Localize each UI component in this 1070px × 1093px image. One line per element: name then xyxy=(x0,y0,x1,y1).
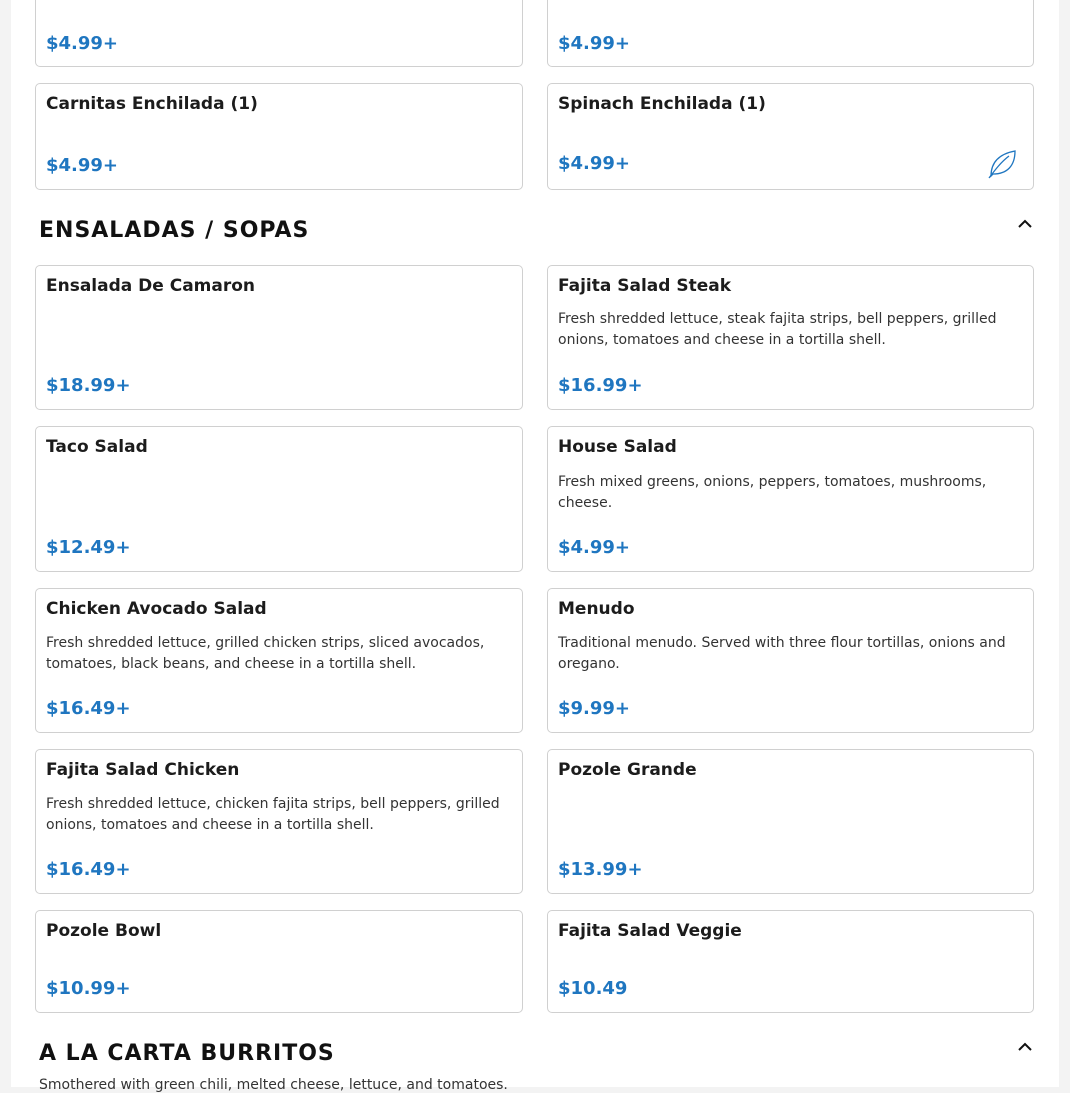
item-price: $9.99+ xyxy=(558,698,631,719)
menu-item-card[interactable] xyxy=(35,910,523,1013)
menu-item-card[interactable] xyxy=(35,588,523,733)
item-price: $16.49+ xyxy=(46,859,131,880)
item-name: Fajita Salad Steak xyxy=(558,276,732,296)
item-description: Fresh shredded lettuce, steak fajita strips, bell peppers, grilled onions, tomatoes and cheese in a tortilla shell. xyxy=(558,311,997,348)
section-title-burritos: A LA CARTA BURRITOS xyxy=(39,1041,335,1066)
menu-item-card[interactable] xyxy=(35,265,523,410)
item-name: Spinach Enchilada (1) xyxy=(558,94,766,114)
section-title-ensaladas: ENSALADAS / SOPAS xyxy=(39,218,310,243)
menu-item-card[interactable] xyxy=(35,426,523,572)
menu-item-card[interactable] xyxy=(547,426,1034,572)
item-price: $4.99+ xyxy=(558,33,631,54)
chevron-up-icon[interactable] xyxy=(1015,1037,1035,1057)
item-name: Chicken Avocado Salad xyxy=(46,599,267,619)
menu-item-card[interactable] xyxy=(35,83,523,190)
item-price: $4.99+ xyxy=(46,33,119,54)
menu-item-card[interactable] xyxy=(35,0,523,67)
item-price: $16.99+ xyxy=(558,375,643,396)
chevron-up-icon[interactable] xyxy=(1015,214,1035,234)
item-name: Ensalada De Camaron xyxy=(46,276,256,296)
item-name: Menudo xyxy=(558,599,635,619)
item-price: $4.99+ xyxy=(558,153,631,174)
item-price: $10.49 xyxy=(558,978,628,999)
item-name: Pozole Grande xyxy=(558,760,697,780)
item-name: Pozole Bowl xyxy=(46,921,162,941)
menu-item-card[interactable] xyxy=(547,83,1034,190)
item-name: Fajita Salad Chicken xyxy=(46,760,240,780)
menu-item-card[interactable] xyxy=(547,265,1034,410)
item-price: $10.99+ xyxy=(46,978,131,999)
item-name: Taco Salad xyxy=(46,437,148,457)
section-description: Smothered with green chili, melted cheese, lettuce, and tomatoes. xyxy=(39,1077,508,1093)
item-name: House Salad xyxy=(558,437,677,457)
menu-item-card[interactable] xyxy=(547,910,1034,1013)
menu-item-card[interactable] xyxy=(547,0,1034,67)
item-name: Carnitas Enchilada (1) xyxy=(46,94,258,114)
menu-item-card[interactable] xyxy=(35,749,523,894)
item-description: Fresh shredded lettuce, chicken fajita strips, bell peppers, grilled onions, tomatoes and cheese in a tortilla shell. xyxy=(46,796,500,833)
item-price: $13.99+ xyxy=(558,859,643,880)
menu-item-card[interactable] xyxy=(547,749,1034,894)
menu-page xyxy=(11,0,1059,1093)
item-price: $12.49+ xyxy=(46,537,131,558)
item-description: Traditional menudo. Served with three flour tortillas, onions and oregano. xyxy=(558,635,1006,672)
item-price: $18.99+ xyxy=(46,375,131,396)
item-name: Fajita Salad Veggie xyxy=(558,921,742,941)
item-description: Fresh mixed greens, onions, peppers, tomatoes, mushrooms, cheese. xyxy=(558,474,987,511)
item-price: $4.99+ xyxy=(46,155,119,176)
item-price: $4.99+ xyxy=(558,537,631,558)
item-description: Fresh shredded lettuce, grilled chicken strips, sliced avocados, tomatoes, black beans, and cheese in a tortilla shell. xyxy=(46,635,485,672)
vegetarian-leaf-icon xyxy=(985,146,1019,180)
item-price: $16.49+ xyxy=(46,698,131,719)
menu-item-card[interactable] xyxy=(547,588,1034,733)
